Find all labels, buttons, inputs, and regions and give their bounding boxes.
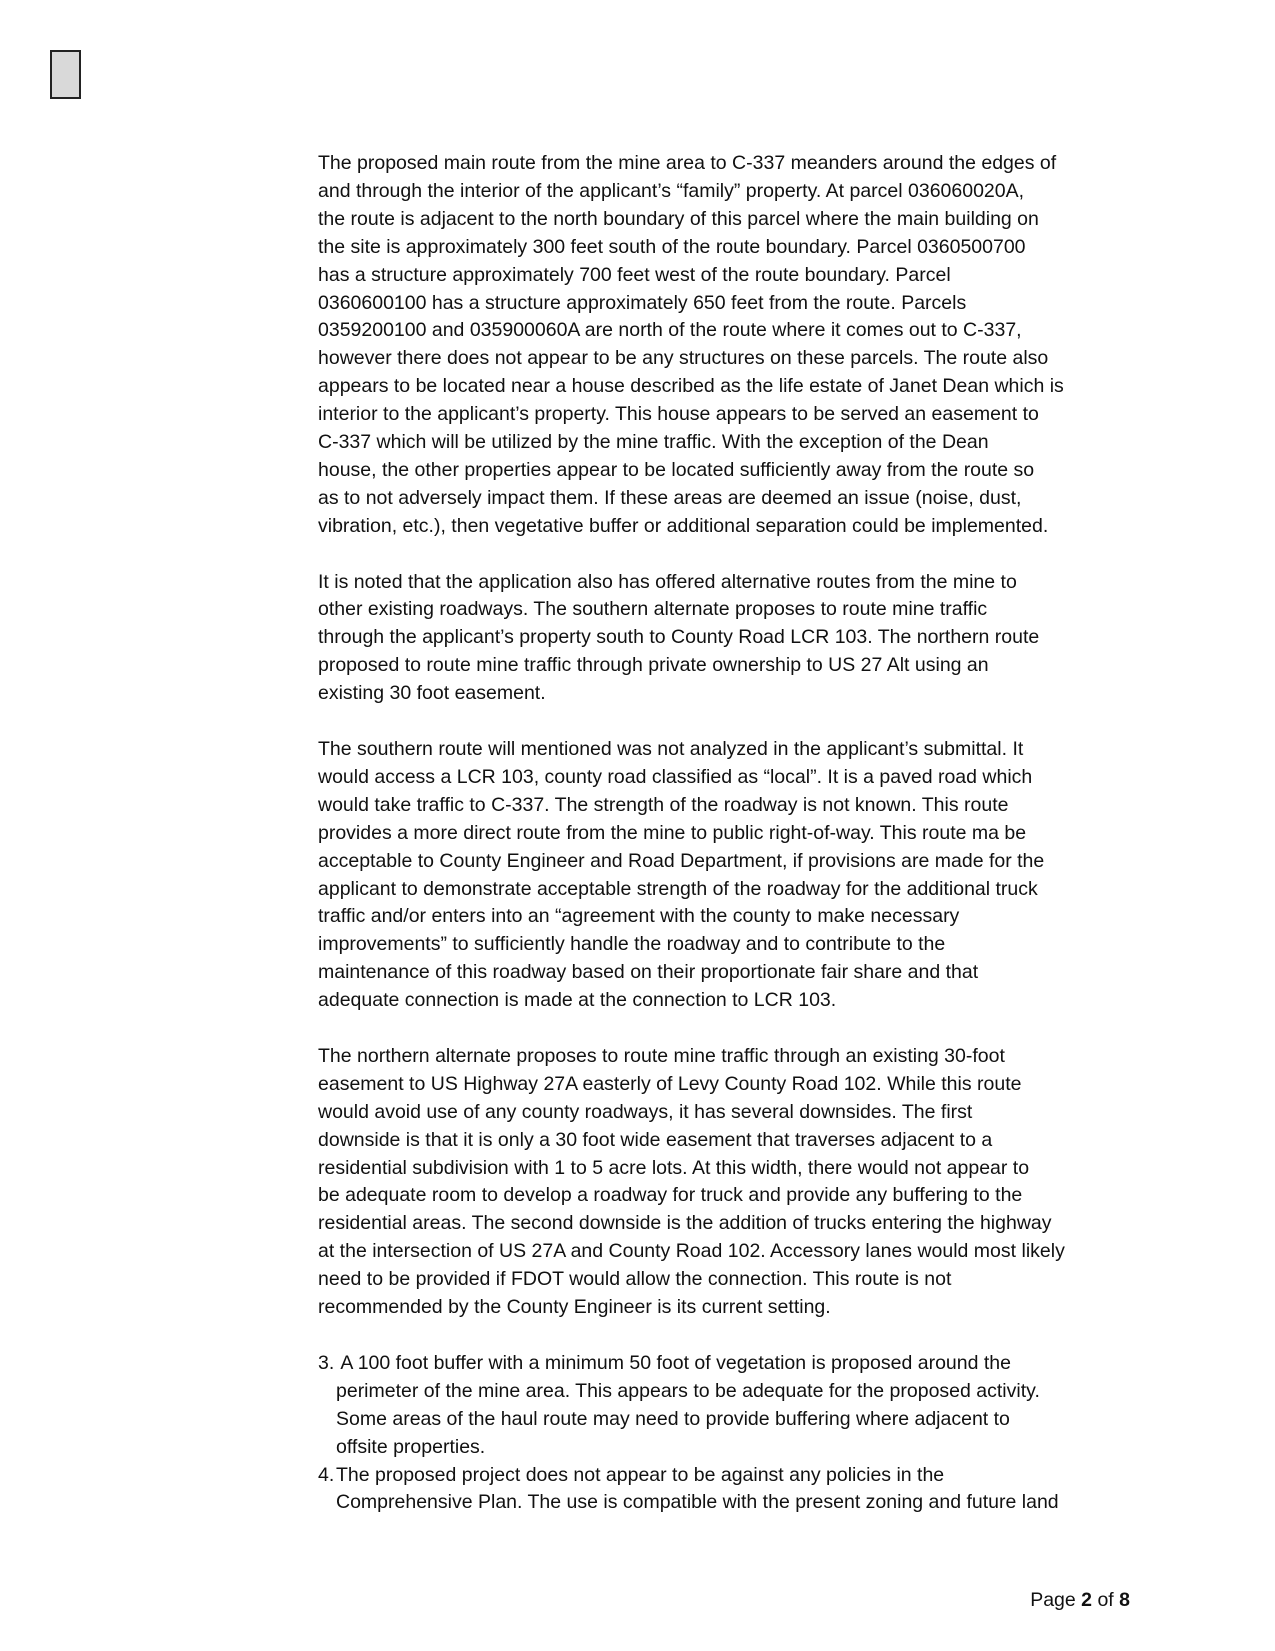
text-line: other existing roadways. The southern alternate proposes to route mine traffic bbox=[318, 598, 988, 621]
text-line: be adequate room to develop a roadway for truck and provide any buffering to the bbox=[318, 1184, 1023, 1207]
text-line: Some areas of the haul route may need to provide buffering where adjacent to bbox=[336, 1407, 1010, 1430]
text-line: through the applicant’s property south to County Road LCR 103. The northern route bbox=[318, 626, 1040, 649]
text-line: acceptable to County Engineer and Road Department, if provisions are made for the bbox=[318, 849, 1045, 872]
text-line: traffic and/or enters into an “agreement with the county to make necessary bbox=[318, 905, 960, 928]
paragraph-alternative-routes bbox=[318, 569, 1130, 709]
text-line: adequate connection is made at the connection to LCR 103. bbox=[318, 989, 837, 1012]
text-line: 0359200100 and 035900060A are north of the route where it comes out to C-337, bbox=[318, 319, 1022, 342]
text-line: would take traffic to C-337. The strength of the roadway is not known. This route bbox=[318, 793, 1009, 816]
text-line: provides a more direct route from the mine to public right-of-way. This route ma be bbox=[318, 821, 1027, 844]
text-line: The proposed project does not appear to be against any policies in the bbox=[336, 1463, 945, 1486]
text-line: the site is approximately 300 feet south of the route boundary. Parcel 0360500700 bbox=[318, 235, 1026, 258]
text-line: recommended by the County Engineer is its current setting. bbox=[318, 1296, 831, 1319]
text-line: need to be provided if FDOT would allow the connection. This route is not bbox=[318, 1268, 952, 1291]
text-line: residential subdivision with 1 to 5 acre lots. At this width, there would not appear to bbox=[318, 1156, 1030, 1179]
text-line: and through the interior of the applicant’s “family” property. At parcel 036060020A, bbox=[318, 179, 1025, 202]
numbered-list bbox=[318, 1350, 1130, 1517]
text-line: appears to be located near a house described as the life estate of Janet Dean which is bbox=[318, 375, 1064, 398]
text-line: perimeter of the mine area. This appears to be adequate for the proposed activity. bbox=[336, 1379, 1040, 1402]
list-item-3 bbox=[318, 1350, 1130, 1462]
page-total: 8 bbox=[1119, 1589, 1130, 1611]
paragraph-main-route bbox=[318, 150, 1130, 541]
text-line: offsite properties. bbox=[336, 1435, 486, 1458]
text-line: as to not adversely impact them. If these areas are deemed an issue (noise, dust, bbox=[318, 486, 1022, 509]
text-line: easement to US Highway 27A easterly of Levy County Road 102. While this route bbox=[318, 1072, 1022, 1095]
text-line: improvements” to sufficiently handle the roadway and to contribute to the bbox=[318, 933, 946, 956]
text-line: existing 30 foot easement. bbox=[318, 682, 546, 705]
text-line: The northern alternate proposes to route mine traffic through an existing 30-foot bbox=[318, 1044, 1005, 1067]
text-line: Comprehensive Plan. The use is compatible with the present zoning and future land bbox=[336, 1491, 1059, 1514]
text-line: would access a LCR 103, county road classified as “local”. It is a paved road which bbox=[318, 765, 1033, 788]
text-line: maintenance of this roadway based on their proportionate fair share and that bbox=[318, 961, 979, 984]
text-line: downside is that it is only a 30 foot wide easement that traverses adjacent to a bbox=[318, 1128, 993, 1151]
text-line: would avoid use of any county roadways, it has several downsides. The first bbox=[318, 1100, 973, 1123]
text-line: proposed to route mine traffic through private ownership to US 27 Alt using an bbox=[318, 654, 989, 677]
list-number: 4. bbox=[318, 1463, 335, 1486]
text-line: The proposed main route from the mine area to C-337 meanders around the edges of bbox=[318, 152, 1057, 174]
text-line: house, the other properties appear to be located sufficiently away from the route so bbox=[318, 458, 1035, 481]
list-number: 3. bbox=[318, 1351, 335, 1374]
corner-marker-box bbox=[50, 50, 81, 99]
of-word: of bbox=[1092, 1589, 1120, 1611]
text-line: vibration, etc.), then vegetative buffer or additional separation could be implemented. bbox=[318, 514, 1049, 537]
text-line: It is noted that the application also has offered alternative routes from the mine to bbox=[318, 570, 1017, 593]
text-line: has a structure approximately 700 feet west of the route boundary. Parcel bbox=[318, 263, 951, 286]
text-line: A 100 foot buffer with a minimum 50 foot of vegetation is proposed around the bbox=[336, 1351, 1011, 1374]
text-line: interior to the applicant’s property. This house appears to be served an easement to bbox=[318, 403, 1039, 426]
text-line: residential areas. The second downside is the addition of trucks entering the highway bbox=[318, 1212, 1052, 1235]
text-line: the route is adjacent to the north boundary of this parcel where the main building on bbox=[318, 207, 1039, 230]
text-line: applicant to demonstrate acceptable strength of the roadway for the additional truck bbox=[318, 877, 1038, 900]
document-body bbox=[318, 150, 1130, 1517]
page-word: Page bbox=[1030, 1589, 1082, 1611]
text-line: however there does not appear to be any structures on these parcels. The route also bbox=[318, 347, 1049, 370]
list-item-4 bbox=[318, 1462, 1130, 1518]
text-line: The southern route will mentioned was not analyzed in the applicant’s submittal. It bbox=[318, 738, 1024, 760]
paragraph-southern-route bbox=[318, 736, 1130, 1015]
page-current: 2 bbox=[1081, 1589, 1093, 1611]
text-line: at the intersection of US 27A and County Road 102. Accessory lanes would most likely bbox=[318, 1240, 1065, 1263]
text-line: C-337 which will be utilized by the mine traffic. With the exception of the Dean bbox=[318, 431, 989, 454]
page-number-footer bbox=[1020, 1589, 1130, 1612]
text-line: 0360600100 has a structure approximately 650 feet from the route. Parcels bbox=[318, 291, 967, 314]
paragraph-northern-route bbox=[318, 1043, 1130, 1322]
